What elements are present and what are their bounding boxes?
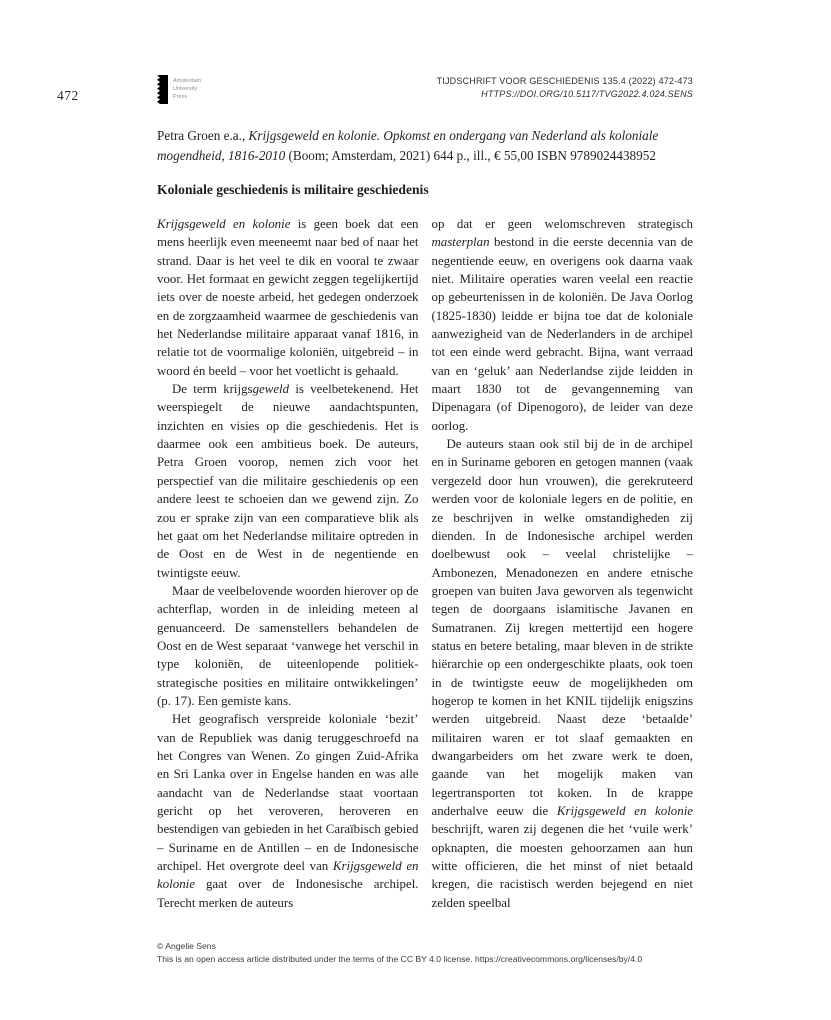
journal-reference: TIJDSCHRIFT VOOR GESCHIEDENIS 135.4 (2022) 472-473 <box>436 76 693 86</box>
publisher-logo-text <box>173 75 201 101</box>
body-paragraph: Het geografisch verspreide koloniale ‘bezit’ van de Republiek was danig teruggeschroefd na het Congres van Wenen. Zo gingen Zuid-Afrika en Sri Lanka over in Engelse handen en was alle aandacht van de Nederlandse staat voortaan gericht op het veroveren, heroveren en bestendigen van gebieden in het Caraïbisch gebied – Suriname en de Antillen – en de Indonesische archipel. Het overgrote deel van Krijgsgeweld en kolonie gaat over de Indonesische archipel. Terecht merken de auteurs <box>157 712 419 910</box>
journal-reference-block <box>437 75 693 101</box>
body-paragraph: De term krijgsgeweld is veelbetekenend. Het weerspiegelt de nieuwe aandachtspunten, inzichten en visies op die geschiedenis. Het is daarmee ook een ambitieus boek. De auteurs, Petra Groen voorop, nemen zich voor het perspectief van die militaire geschiedenis op een andere leest te schoeien dan we gewend zijn. Zo zou er sprake zijn van een comparatieve blik als het gaat om het Nederlandse militaire optreden in de Oost en de West in de negentiende en twintigste eeuw. <box>157 382 419 580</box>
page-header <box>157 75 693 109</box>
publisher-name-line: Press <box>173 94 188 100</box>
right-column <box>432 215 694 912</box>
body-paragraph: Krijgsgeweld en kolonie is geen boek dat een mens heerlijk even meeneemt naar bed of naar het strand. Daar is het veel te dik en vooral te zwaar voor. Het formaat en gewicht zeggen tegelijkertijd iets over de noeste arbeid, het gedegen onderzoek en de zorgzaamheid waarmee de geschiedenis van het Nederlandse militaire apparaat vanaf 1816, in relatie tot de voormalige koloniën, uitgebreid – in woord én beeld – voor het voetlicht is gehaald. <box>157 217 419 378</box>
review-body <box>157 215 693 912</box>
copyright-line: © Angelie Sens <box>157 941 216 951</box>
publisher-name-line: University <box>173 86 198 92</box>
publisher-logo <box>157 75 201 109</box>
aup-logo-icon <box>157 75 168 109</box>
book-citation: Petra Groen e.a., Krijgsgeweld en kolonie. Opkomst en ondergang van Nederland als koloniale mogendheid, 1816-2010 (Boom; Amsterdam, 2021) 644 p., ill., € 55,00 ISBN 9789024438952 <box>157 128 659 163</box>
page-number: 472 <box>57 88 79 103</box>
body-paragraph: De auteurs staan ook stil bij de in de archipel en in Suriname geboren en getogen mannen (vaak vergezeld door hun vrouwen), die gerekruteerd werden voor de koloniale legers en de politie, en ze beschrijven in welke omstandigheden zij dienden. In de Indonesische archipel werden doelbewust ook – veelal christelijke – Ambonezen, Menadonezen en andere etnische groepen van buiten Java geworven als tegenwicht tegen de doorgaans islamitische Javanen en Sumatranen. Zij kregen mettertijd een hogere status en betere betaling, maar bleven in de strikte hiërarchie op een ondergeschikte plaats, ook toen in de twintigste eeuw de mogelijkheden om hogerop te komen in het KNIL tijdelijk enigszins werden uitgebreid. Naast deze ‘betaalde’ militairen waren er tot slaaf gemaakten en dwangarbeiders om het zware werk te doen, gaande van het mogelijk maken van legertransporten tot koken. In de krappe anderhalve eeuw die Krijgsgeweld en kolonie beschrijft, waren zij degenen die het ‘vuile werk’ opknapten, die moesten gehoorzamen aan hun witte officieren, die het minst of niet betaald kregen, die racistisch werden bejegend en niet zelden speelbal <box>431 437 693 910</box>
doi-text: HTTPS://DOI.ORG/10.5117/TVG2022.4.024.SENS <box>481 89 693 99</box>
body-paragraph: Maar de veelbelovende woorden hierover op de achterflap, worden in de inleiding meteen al genuanceerd. De samenstellers behandelen de Oost en de West separaat ‘vanwege het verschil in type koloniën, de uiteenlopende politiek-strategische posities en militaire ontwikkelingen’ (p. 17). Een gemiste kans. <box>157 583 419 708</box>
left-column <box>157 215 419 912</box>
body-paragraph: op dat er geen welomschreven strategisch masterplan bestond in die eerste decennia van de negentiende eeuw, en overigens ook daarna vaak niet. Militaire operaties waren veelal een reactie op gebeurtenissen in de koloniën. De Java Oorlog (1825-1830) leidde er bijna toe dat de koloniale aanwezigheid van de Nederlanders in de archipel tot een einde werd gebracht. Bijna, want verraad van en ‘geluk’ aan Nederlandse zijde leidden in maart 1830 tot de gevangenneming van Dipenagara (of Dipenogoro), de leider van deze oorlog. <box>431 217 693 433</box>
license-line: This is an open access article distributed under the terms of the CC BY 4.0 license. https://creativecommons.org/licenses/by/4.0 <box>157 953 643 964</box>
publisher-name-line: Amsterdam <box>173 78 202 84</box>
page-content <box>157 0 693 1020</box>
page-footer <box>157 940 800 965</box>
review-heading: Koloniale geschiedenis is militaire geschiedenis <box>157 182 429 197</box>
